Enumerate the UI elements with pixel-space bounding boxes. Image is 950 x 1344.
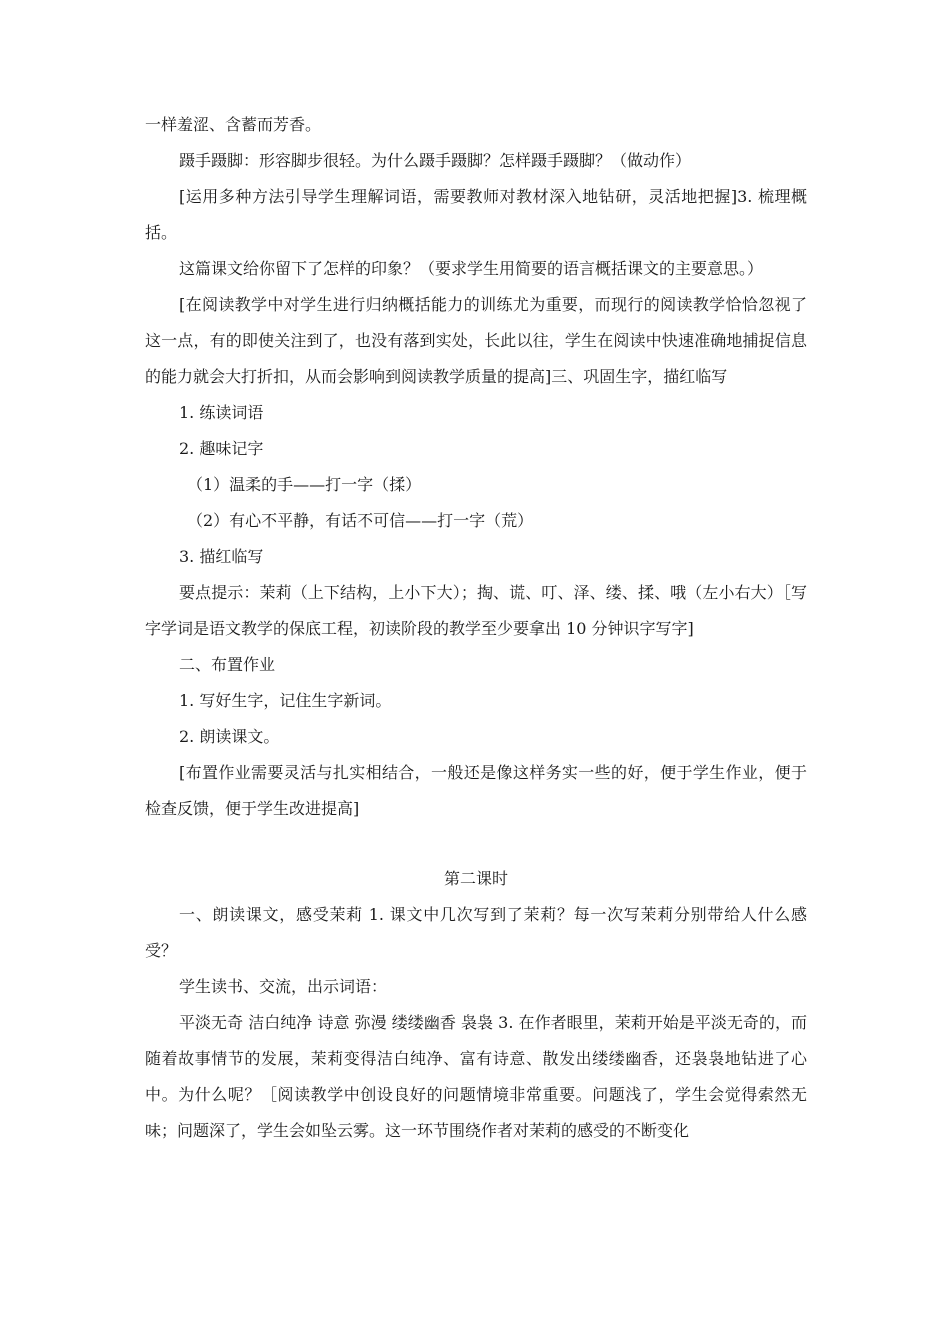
section-heading: 二、布置作业 xyxy=(179,655,276,674)
paragraph-word-explanation: 蹑手蹑脚：形容脚步很轻。为什么蹑手蹑脚？怎样蹑手蹑脚？（做动作） xyxy=(179,151,692,170)
document-page xyxy=(145,107,807,1149)
paragraph-teaching-note: [在阅读教学中对学生进行归纳概括能力的训练尤为重要，而现行的阅读教学恰恰忽视了这一点，有的即使关注到了，也没有落到实处，长此以往，学生在阅读中快速准确地捕捉信息的能力就会大打折扣，从而会影响到阅读教学质量的提高]三、巩固生字，描红临写 xyxy=(145,295,807,386)
paragraph-word-list: 平淡无奇 洁白纯净 诗意 弥漫 缕缕幽香 袅袅 3. 在作者眼里，茉莉开始是平淡无奇的，而随着故事情节的发展，茉莉变得洁白纯净、富有诗意、散发出缕缕幽香，还袅袅地钻进了心中。为什么呢？［阅读教学中创设良好的问题情境非常重要。问题浅了，学生会觉得索然无味；问题深了，学生会如坠云雾。这一环节围绕作者对茉莉的感受的不断变化 xyxy=(145,1013,807,1140)
riddle-item: （2）有心不平静，有话不可信——打一字（荒） xyxy=(187,511,534,530)
spacer xyxy=(145,827,807,861)
riddle-item: （1）温柔的手——打一字（揉） xyxy=(187,475,422,494)
paragraph-section: 一、朗读课文，感受茉莉 1. 课文中几次写到了茉莉？每一次写茉莉分别带给人什么感受？ xyxy=(145,905,807,960)
lesson-heading: 第二课时 xyxy=(443,869,508,888)
list-item: 3. 描红临写 xyxy=(179,547,264,566)
list-item: 1. 写好生字，记住生字新词。 xyxy=(179,691,392,710)
list-item: 2. 趣味记字 xyxy=(179,439,264,458)
list-item: 2. 朗读课文。 xyxy=(179,727,280,746)
paragraph-key-points: 要点提示：茉莉（上下结构，上小下大）；掏、谎、叮、泽、缕、揉、哦（左小右大）［写字学词是语文教学的保底工程，初读阶段的教学至少要拿出 10 分钟识字写字] xyxy=(145,583,807,638)
paragraph-question: 这篇课文给你留下了怎样的印象？（要求学生用简要的语言概括课文的主要意思。） xyxy=(179,259,764,278)
paragraph-continuation: 一样羞涩、含蓄而芳香。 xyxy=(145,115,322,134)
list-item: 1. 练读词语 xyxy=(179,403,264,422)
paragraph-activity: 学生读书、交流，出示词语： xyxy=(179,977,388,996)
paragraph-teaching-note: [布置作业需要灵活与扎实相结合，一般还是像这样务实一些的好，便于学生作业，便于检查反馈，便于学生改进提高] xyxy=(145,763,807,818)
paragraph-teaching-note: [运用多种方法引导学生理解词语，需要教师对教材深入地钻研，灵活地把握]3. 梳理概括。 xyxy=(145,187,807,242)
